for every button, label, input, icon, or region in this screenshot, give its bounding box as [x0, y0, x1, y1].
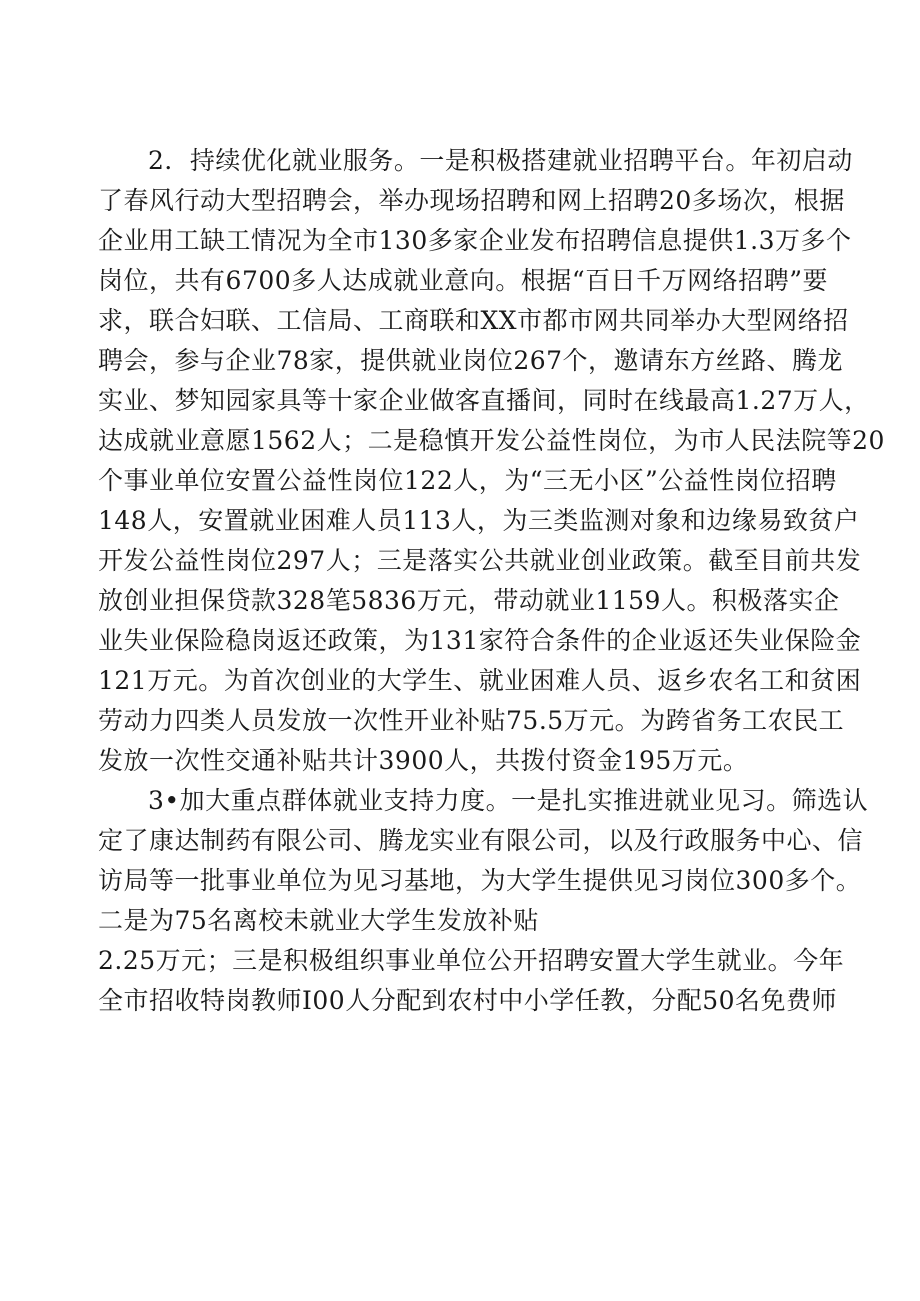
paragraph-1-line-5: 求，联合妇联、工信局、工商联和XX市都市网共同举办大型网络招	[98, 306, 849, 335]
paragraph-1-line-1: 2．持续优化就业服务。一是积极搭建就业招聘平台。年初启动	[148, 146, 853, 175]
paragraph-1-line-2: 了春风行动大型招聘会，举办现场招聘和网上招聘20多场次，根据	[98, 186, 845, 215]
paragraph-2-line-1: 3•加大重点群体就业支持力度。一是扎实推进就业见习。筛选认	[148, 786, 869, 815]
paragraph-1-line-10: 148人，安置就业困难人员113人，为三类监测对象和边缘易致贫户	[98, 506, 860, 535]
paragraph-1-line-12: 放创业担保贷款328笔5836万元，带动就业1159人。积极落实企	[98, 586, 840, 615]
paragraph-1-line-6: 聘会，参与企业78家，提供就业岗位267个，邀请东方丝路、腾龙	[98, 346, 844, 375]
paragraph-1-line-15: 劳动力四类人员发放一次性开业补贴75.5万元。为跨省务工农民工	[98, 706, 845, 735]
paragraph-2-line-4: 二是为75名离校未就业大学生发放补贴	[98, 906, 539, 935]
paragraph-2-line-2: 定了康达制药有限公司、腾龙实业有限公司，以及行政服务中心、信	[98, 826, 864, 855]
paragraph-1-line-8: 达成就业意愿1562人；二是稳慎开发公益性岗位，为市人民法院等20	[98, 426, 885, 455]
paragraph-1-line-4: 岗位，共有6700多人达成就业意向。根据“百日千万网络招聘”要	[98, 266, 828, 295]
paragraph-2-line-3: 访局等一批事业单位为见习基地，为大学生提供见习岗位300多个。	[98, 866, 862, 895]
paragraph-2-line-5: 2.25万元；三是积极组织事业单位公开招聘安置大学生就业。今年	[98, 946, 845, 975]
paragraph-1-line-3: 企业用工缺工情况为全市130多家企业发布招聘信息提供1.3万多个	[98, 226, 852, 255]
paragraph-1-line-9: 个事业单位安置公益性岗位122人，为“三无小区”公益性岗位招聘	[98, 466, 837, 495]
paragraph-1-line-7: 实业、梦知园家具等十家企业做客直播间，同时在线最高1.27万人，	[98, 386, 870, 415]
paragraph-1-line-14: 121万元。为首次创业的大学生、就业困难人员、返乡农名工和贫困	[98, 666, 862, 695]
paragraph-1-line-13: 业失业保险稳岗返还政策，为131家符合条件的企业返还失业保险金	[98, 626, 862, 655]
paragraph-1-line-16: 发放一次性交通补贴共计3900人，共拨付资金195万元。	[98, 746, 749, 775]
paragraph-1-line-11: 开发公益性岗位297人；三是落实公共就业创业政策。截至目前共发	[98, 546, 862, 575]
document-body	[98, 141, 885, 1021]
paragraph-2-line-6: 全市招收特岗教师I00人分配到农村中小学任教，分配50名免费师	[98, 986, 838, 1015]
